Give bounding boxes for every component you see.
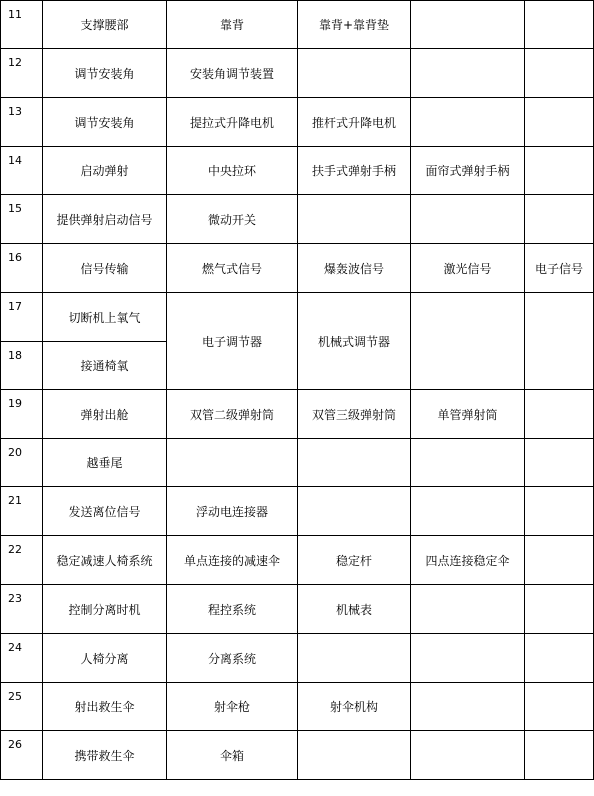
option-cell: 爆轰波信号 (298, 244, 411, 293)
option-cell (525, 147, 594, 195)
row-number: 24 (1, 634, 43, 683)
option-cell (525, 487, 594, 536)
option-cell (525, 731, 594, 780)
row-number: 18 (1, 342, 43, 390)
option-cell (411, 49, 525, 98)
option-cell (525, 49, 594, 98)
option-cell (411, 1, 525, 49)
option-cell (298, 49, 411, 98)
option-cell: 机械表 (298, 585, 411, 634)
option-cell (298, 439, 411, 487)
table-row-19 (1, 390, 594, 439)
option-cell (525, 536, 594, 585)
function-cell: 人椅分离 (43, 634, 167, 683)
row-number: 17 (1, 293, 43, 342)
option-cell (411, 439, 525, 487)
option-cell: 微动开关 (167, 195, 298, 244)
option-cell (411, 98, 525, 147)
function-cell: 调节安装角 (43, 49, 167, 98)
option-cell: 扶手式弹射手柄 (298, 147, 411, 195)
option-cell: 射伞枪 (167, 683, 298, 731)
function-cell: 支撑腰部 (43, 1, 167, 49)
option-cell: 单管弹射筒 (411, 390, 525, 439)
row-number: 25 (1, 683, 43, 731)
option-cell: 程控系统 (167, 585, 298, 634)
option-cell (525, 585, 594, 634)
option-cell: 提拉式升降电机 (167, 98, 298, 147)
table-row-11 (1, 1, 594, 49)
function-cell: 射出救生伞 (43, 683, 167, 731)
option-cell: 电子信号 (525, 244, 594, 293)
option-cell: 稳定杆 (298, 536, 411, 585)
function-cell: 信号传输 (43, 244, 167, 293)
option-cell (525, 683, 594, 731)
option-cell: 激光信号 (411, 244, 525, 293)
function-cell: 弹射出舱 (43, 390, 167, 439)
function-cell: 控制分离时机 (43, 585, 167, 634)
option-cell (525, 195, 594, 244)
table-row-12 (1, 49, 594, 98)
table-row-22 (1, 536, 594, 585)
option-cell-merged: 机械式调节器 (298, 293, 411, 390)
option-cell: 靠背+靠背垫 (298, 1, 411, 49)
function-cell: 稳定减速人椅系统 (43, 536, 167, 585)
row-number: 23 (1, 585, 43, 634)
table-row-14 (1, 147, 594, 195)
option-cell (525, 390, 594, 439)
table-row-15 (1, 195, 594, 244)
row-number: 11 (1, 1, 43, 49)
option-cell-merged (525, 293, 594, 390)
row-number: 19 (1, 390, 43, 439)
row-number: 12 (1, 49, 43, 98)
table-row-21 (1, 487, 594, 536)
function-cell: 调节安装角 (43, 98, 167, 147)
option-cell: 分离系统 (167, 634, 298, 683)
option-cell (167, 439, 298, 487)
row-number: 13 (1, 98, 43, 147)
option-cell: 燃气式信号 (167, 244, 298, 293)
option-cell (411, 195, 525, 244)
table-row-26 (1, 731, 594, 780)
table-row-24 (1, 634, 594, 683)
table-row-25 (1, 683, 594, 731)
row-number: 21 (1, 487, 43, 536)
option-cell: 单点连接的减速伞 (167, 536, 298, 585)
option-cell-merged (411, 293, 525, 390)
option-cell: 双管二级弹射筒 (167, 390, 298, 439)
option-cell: 面帘式弹射手柄 (411, 147, 525, 195)
row-number: 16 (1, 244, 43, 293)
row-number: 20 (1, 439, 43, 487)
option-cell (411, 634, 525, 683)
option-cell: 安装角调节装置 (167, 49, 298, 98)
row-number: 14 (1, 147, 43, 195)
row-number: 26 (1, 731, 43, 780)
option-cell: 推杆式升降电机 (298, 98, 411, 147)
option-cell (525, 98, 594, 147)
function-cell: 越垂尾 (43, 439, 167, 487)
option-cell (298, 195, 411, 244)
option-cell (298, 731, 411, 780)
function-cell: 发送离位信号 (43, 487, 167, 536)
row-number: 22 (1, 536, 43, 585)
row-number: 15 (1, 195, 43, 244)
option-cell: 射伞机构 (298, 683, 411, 731)
option-cell (411, 585, 525, 634)
table-row-23 (1, 585, 594, 634)
table-row-13 (1, 98, 594, 147)
function-cell: 启动弹射 (43, 147, 167, 195)
option-cell (298, 634, 411, 683)
option-cell (411, 487, 525, 536)
table-row-20 (1, 439, 594, 487)
function-cell: 携带救生伞 (43, 731, 167, 780)
option-cell (298, 487, 411, 536)
option-cell (525, 439, 594, 487)
table-row-16 (1, 244, 594, 293)
function-cell: 提供弹射启动信号 (43, 195, 167, 244)
table-row-17 (1, 293, 594, 342)
option-cell: 浮动电连接器 (167, 487, 298, 536)
option-cell (411, 683, 525, 731)
option-cell: 双管三级弹射筒 (298, 390, 411, 439)
option-cell (411, 731, 525, 780)
option-cell-merged: 电子调节器 (167, 293, 298, 390)
function-cell: 接通椅氧 (43, 342, 167, 390)
option-cell (525, 1, 594, 49)
function-cell: 切断机上氧气 (43, 293, 167, 342)
option-cell: 四点连接稳定伞 (411, 536, 525, 585)
option-cell: 中央拉环 (167, 147, 298, 195)
option-cell: 伞箱 (167, 731, 298, 780)
option-cell (525, 634, 594, 683)
option-cell: 靠背 (167, 1, 298, 49)
